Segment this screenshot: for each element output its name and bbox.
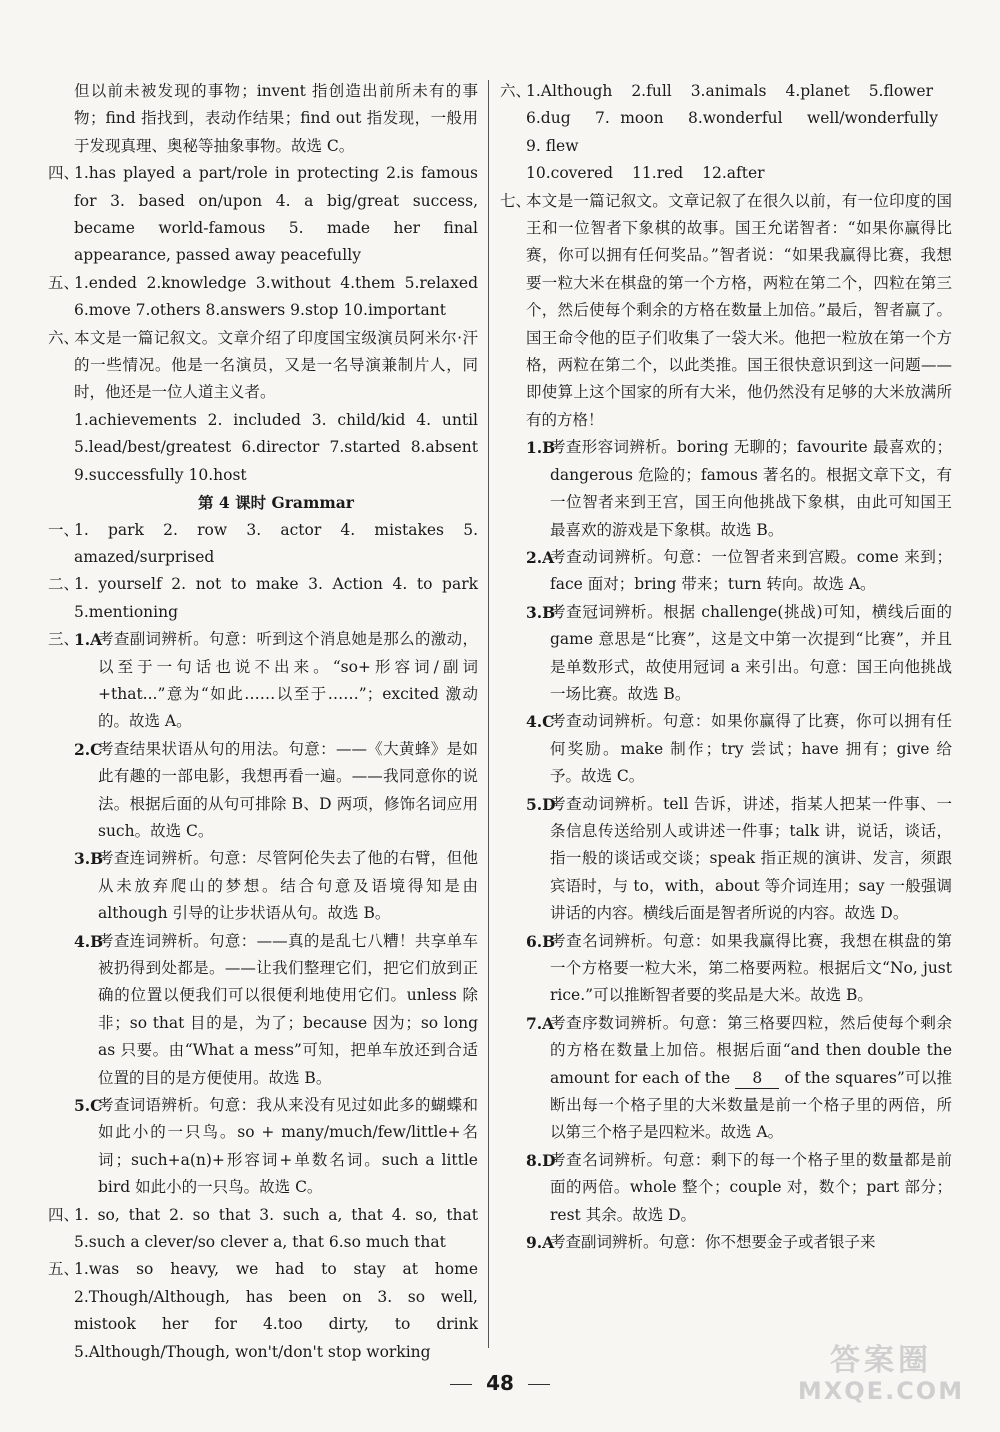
question-number: 2.C (74, 739, 103, 759)
grammar-q2 (48, 736, 478, 846)
question-explanation-after: of the squares”可以推断出每一个格子里的大米数量是前一个格子里的两倍，所以第三个格子是四粒米。故选 A。 (550, 1068, 953, 1142)
answer: 5.flower (868, 82, 933, 100)
section-mark: 四、 (48, 1205, 80, 1224)
section-6-answers: 1.achievements 2. included 3. child/kid 4. until 5.lead/best/greatest 6.director 7.started 8.absent 9.successfully 10.host (74, 410, 478, 484)
question-explanation: 考查形容词辨析。boring 无聊的；favourite 最喜欢的；dangerous 危险的；famous 著名的。根据文章下文，有一位智者来到王宫，国王向他挑战下象棋，由此可知国王最喜欢的游戏是下象棋。故选 B。 (550, 438, 952, 539)
section-text: 1. yourself 2. not to make 3. Action 4. to park 5.mentioning (74, 575, 478, 621)
section-mark: 一、 (48, 520, 80, 539)
cloze-q9 (500, 1229, 952, 1256)
cloze-q3 (500, 599, 952, 709)
question-number: 1.A (74, 630, 103, 650)
section-7-reading (500, 188, 952, 435)
question-number: 4.B (74, 931, 104, 951)
question-number: 3.B (526, 602, 556, 622)
question-number: 8.D (526, 1150, 556, 1170)
answer: 11.red (632, 164, 684, 183)
question-number: 2.A (526, 547, 555, 567)
right-column (500, 78, 952, 1256)
grammar-q3 (48, 845, 478, 927)
answer: 8.wonderful (687, 109, 783, 128)
cloze-q1 (500, 434, 952, 544)
watermark-bottom: MXQE.COM (797, 1377, 965, 1405)
question-explanation: 考查动词辨析。句意：如果你赢得了比赛，你可以拥有任何奖励。make 制作；try 尝试；have 拥有；give 给予。故选 C。 (550, 712, 952, 786)
grammar-section-4 (48, 1202, 478, 1257)
question-explanation: 考查词语辨析。句意：我从来没有见过如此多的蝴蝶和如此小的一只鸟。so + many/much/few/little+名词；such+a(n)+形容词+单数名词。such a little bird 如此小的一只鸟。故选 C。 (98, 1096, 478, 1197)
question-number: 3.B (74, 849, 104, 869)
question-number: 1.B (526, 438, 556, 458)
section-4-answers (48, 160, 478, 270)
grammar-section-2 (48, 571, 478, 626)
question-number: 9.A (526, 1233, 555, 1253)
question-explanation: 考查动词辨析。tell 告诉，讲述，指某人把某一件事、一条信息传送给别人或讲述一件事；talk 讲，说话，谈话，指一般的谈话或交谈；speak 指正规的演讲、发言，须跟宾语时，与 to，with，about 等介词连用；say 一般强调讲话的内容。横线后面是智者所说的内容。故选 D。 (550, 794, 952, 923)
section-6-reading (48, 325, 478, 407)
section-text: 1.was so heavy, we had to stay at home 2.Though/Although, has been on 3. so well, mistook her for 4.too dirty, to drink 5.Although/Though, won't/don't stop working (74, 1260, 478, 1361)
section-mark: 三、 (48, 630, 80, 649)
section-text: 1.ended 2.knowledge 3.without 4.them 5.relaxed 6.move 7.others 8.answers 9.stop 10.important (74, 273, 478, 320)
watermark-logo (786, 1343, 976, 1416)
cloze-q2 (500, 544, 952, 599)
answer: 12.after (702, 164, 765, 183)
question-explanation: 考查连词辨析。句意：——真的是乱七八糟！共享单车被扔得到处都是。——让我们整理它们，把它们放到正确的位置以便我们可以很便利地使用它们。unless 除非；so that 目的是，为了；because 因为；so long as 只要。由“What a mess”可知，把单车放还到合适位置的目的是方便使用。故选 B。 (98, 931, 478, 1087)
answer-blank: 8 (735, 1068, 779, 1089)
question-number: 7.A (526, 1013, 555, 1033)
left-column (48, 78, 478, 1366)
watermark-top: 答案圈 (830, 1343, 932, 1378)
intro-continuation: 但以前未被发现的事物；invent 指创造出前所未有的事物；find 指找到，表动作结果；find out 指发现，一般用于发现真理、奥秘等抽象事物。故选 C。 (74, 82, 478, 155)
answer: 6.dug (526, 109, 571, 128)
grammar-q1 (48, 626, 478, 736)
answer: 7. moon (595, 109, 664, 128)
question-explanation: 考查副词辨析。句意：听到这个消息她是那么的激动，以至于一句话也说不出来。“so+形容词/副词+that...”意为“如此……以至于……”；excited 激动的。故选 A。 (98, 630, 478, 731)
column-divider (488, 80, 489, 1348)
section-intro: 本文是一篇记叙文。文章记叙了在很久以前，有一位印度的国王和一位智者下象棋的故事。国王允诺智者：“如果你赢得比赛，你可以拥有任何奖品。”智者说：“如果我赢得比赛，我想要一粒大米在棋盘的第一个方格，两粒在第二个，四粒在第三个，然后使每个剩余的方格在数量上加倍。”最后，智者赢了。国王命令他的臣子们收集了一袋大米。他把一粒放在第一个方格，两粒在第二个，以此类推。国王很快意识到这一问题——即使算上这个国家的所有大米，他仍然没有足够的大米放满所有的方格！ (526, 191, 952, 429)
section-mark: 四、 (48, 164, 80, 183)
question-explanation: 考查动词辨析。句意：一位智者来到宫殿。come 来到；face 面对；bring 带来；turn 转向。故选 A。 (550, 547, 952, 594)
question-explanation: 考查名词辨析。句意：如果我赢得比赛，我想在棋盘的第一个方格要一粒大米，第二格要两粒。根据后文“No, just rice.”可以推断智者要的奖品是大米。故选 B。 (550, 931, 952, 1005)
section-text: 1. park 2. row 3. actor 4. mistakes 5. amazed/surprised (74, 520, 478, 566)
question-explanation-before: 考查序数词辨析。句意：第三格要四粒，然后使每个剩余的方格在数量上加倍。根据后面“and then double the amount for each of the (550, 1013, 952, 1087)
section-mark: 六、 (500, 82, 532, 100)
section-mark: 五、 (48, 1260, 80, 1279)
question-number: 6.B (526, 931, 556, 951)
question-explanation: 考查冠词辨析。根据 challenge(挑战)可知，横线后面的 game 意思是“比赛”，这是文中第一次提到“比赛”，并且是单数形式，故使用冠词 a 来引出。句意：国王向他挑战一场比赛。故选 B。 (550, 602, 952, 703)
section-mark: 六、 (48, 328, 80, 347)
cloze-q7 (500, 1010, 952, 1147)
cloze-q6 (500, 928, 952, 1010)
question-explanation: 考查结果状语从句的用法。句意：——《大黄蜂》是如此有趣的一部电影，我想再看一遍。——我同意你的说法。根据后面的从句可排除 B、D 两项，修饰名词应用 such。故选 C。 (98, 739, 478, 840)
cloze-q8 (500, 1147, 952, 1229)
section-5-answers (48, 270, 478, 325)
question-number: 5.C (74, 1096, 103, 1116)
question-explanation: 考查名词辨析。句意：剩下的每一个格子里的数量都是前面的两倍。whole 整个；couple 对，数个；part 部分；rest 其余。故选 D。 (550, 1150, 952, 1224)
section-text: 1. so, that 2. so that 3. such a, that 4. so, that 5.such a clever/so clever a, that 6.so much that (74, 1205, 478, 1252)
grammar-section-1 (48, 517, 478, 572)
section-text: 1.has played a part/role in protecting 2.is famous for 3. based on/upon 4. a big/great success, became world-famous 5. made her final appearance, passed away peacefully (74, 164, 478, 265)
question-number: 4.C (526, 712, 555, 732)
question-explanation: 考查副词辨析。句意：你不想要金子或者银子来 (550, 1233, 876, 1252)
question-explanation: 考查连词辨析。句意：尽管阿伦失去了他的右臂，但他从未放弃爬山的梦想。结合句意及语境得知是由 although 引导的让步状语从句。故选 B。 (98, 849, 478, 923)
page-number: 48 (0, 1370, 1000, 1397)
grammar-q4 (48, 928, 478, 1092)
answer: 10.covered (526, 164, 614, 183)
answer: 9. flew (526, 136, 579, 155)
section-intro: 本文是一篇记叙文。文章介绍了印度国宝级演员阿米尔·汗的一些情况。他是一名演员，又是一名导演兼制片人，同时，他还是一位人道主义者。 (74, 328, 478, 402)
grammar-q5 (48, 1092, 478, 1202)
section-6-cloze-answers (500, 78, 952, 188)
grammar-section-5 (48, 1256, 478, 1366)
answer: 3.animals (690, 82, 767, 100)
answer: 4.planet (785, 82, 850, 100)
question-number: 5.D (526, 794, 556, 814)
answer: well/wonderfully (806, 109, 938, 128)
answer: 1.Although (526, 82, 613, 100)
section-mark: 二、 (48, 575, 80, 594)
section-mark: 七、 (500, 191, 532, 210)
section-mark: 五、 (48, 273, 80, 292)
cloze-q4 (500, 708, 952, 790)
answer: 2.full (631, 82, 672, 100)
cloze-q5 (500, 791, 952, 928)
lesson-title: 第 4 课时 Grammar (198, 493, 354, 513)
